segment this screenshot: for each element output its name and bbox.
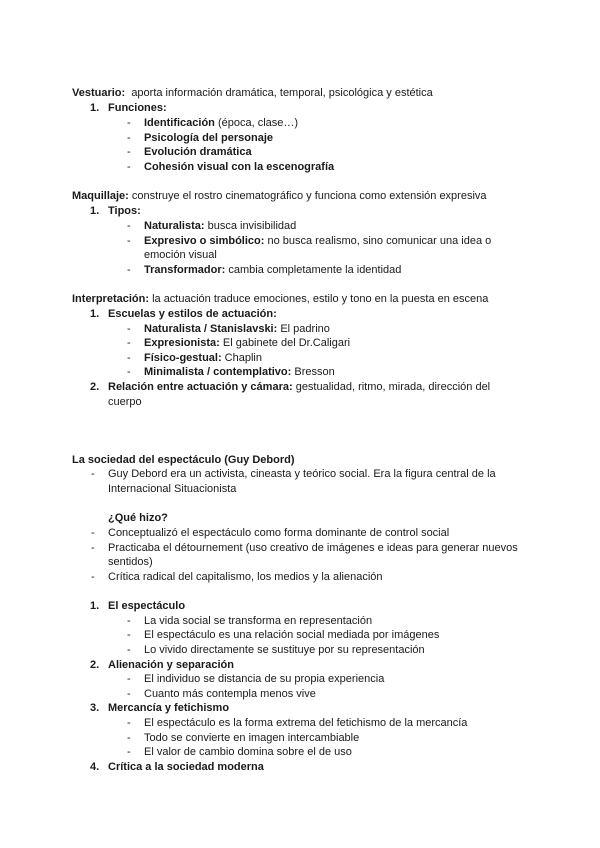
list-item: Expresivo o simbólico: no busca realismo, sino comunicar una idea o xyxy=(144,235,492,247)
bullet-dash: - xyxy=(127,366,131,378)
list-item: Relación entre actuación y cámara: gestualidad, ritmo, mirada, dirección del xyxy=(108,381,491,393)
list-number: 1. xyxy=(90,308,100,320)
bullet-dash: - xyxy=(127,161,131,173)
maquillaje-line xyxy=(72,189,487,204)
list-item: Expresionista: El gabinete del Dr.Caligari xyxy=(144,337,351,349)
list-item: Conceptualizó el espectáculo como forma dominante de control social xyxy=(108,527,450,539)
list-item: Transformador: cambia completamente la identidad xyxy=(144,264,402,276)
list-item: Cohesión visual con la escenografía xyxy=(144,161,335,173)
list-item: Psicología del personaje xyxy=(144,132,273,144)
section-title: Crítica a la sociedad moderna xyxy=(108,761,264,773)
bullet-dash: - xyxy=(127,220,131,232)
bullet-dash: - xyxy=(127,264,131,276)
list-item: El valor de cambio domina sobre el de uso xyxy=(144,746,352,758)
list-number: 4. xyxy=(90,761,100,773)
list-item: Identificación (época, clase…) xyxy=(144,117,299,129)
section-title: Alienación y separación xyxy=(108,659,234,671)
list-item-continuation: cuerpo xyxy=(108,396,142,408)
list-number: 3. xyxy=(90,702,100,714)
list-item: El espectáculo es la forma extrema del fetichismo de la mercancía xyxy=(144,717,468,729)
list-number: 1. xyxy=(90,102,100,114)
bullet-dash: - xyxy=(127,717,131,729)
section-title: Mercancía y fetichismo xyxy=(108,702,230,714)
list-item: Minimalista / contemplativo: Bresson xyxy=(144,366,335,378)
vestuario-list-title: Funciones: xyxy=(108,102,167,114)
section-title: El espectáculo xyxy=(108,600,186,612)
section-heading: La sociedad del espectáculo (Guy Debord) xyxy=(72,454,295,466)
list-item: El individuo se distancia de su propia experiencia xyxy=(144,673,385,685)
list-item: La vida social se transforma en representación xyxy=(144,615,373,627)
bullet-dash: - xyxy=(91,542,95,554)
list-item: Practicaba el détournement (uso creativo de imágenes e ideas para generar nuevos xyxy=(108,542,518,554)
list-item: Físico-gestual: Chaplin xyxy=(144,352,262,364)
list-item: Todo se convierte en imagen intercambiable xyxy=(144,732,360,744)
maquillaje-desc: construye el rostro cinematográfico y funciona como extensión expresiva xyxy=(128,190,487,202)
list-item-continuation: sentidos) xyxy=(108,556,153,568)
vestuario-title: Vestuario: xyxy=(72,87,126,99)
vestuario-desc: aporta información dramática, temporal, psicológica y estética xyxy=(131,87,433,99)
bullet-dash: - xyxy=(127,732,131,744)
intro-line: Internacional Situacionista xyxy=(108,483,237,495)
list-number: 1. xyxy=(90,600,100,612)
list-number: 2. xyxy=(90,381,100,393)
interpretacion-title: Interpretación: xyxy=(72,293,150,305)
intro-line: Guy Debord era un activista, cineasta y teórico social. Era la figura central de la xyxy=(108,468,496,480)
bullet-dash: - xyxy=(91,468,95,480)
bullet-dash: - xyxy=(127,117,131,129)
bullet-dash: - xyxy=(91,571,95,583)
list-item: Lo vivido directamente se sustituye por su representación xyxy=(144,644,425,656)
bullet-dash: - xyxy=(127,688,131,700)
maquillaje-list-title: Tipos: xyxy=(108,205,141,217)
bullet-dash: - xyxy=(127,746,131,758)
list-item-continuation: emoción visual xyxy=(144,249,217,261)
list-number: 2. xyxy=(90,659,100,671)
bullet-dash: - xyxy=(127,132,131,144)
list-number: 1. xyxy=(90,205,100,217)
bullet-dash: - xyxy=(127,352,131,364)
list-item: Crítica radical del capitalismo, los medios y la alienación xyxy=(108,571,383,583)
list-item: Cuanto más contempla menos vive xyxy=(144,688,316,700)
interpretacion-line xyxy=(72,292,488,307)
bullet-dash: - xyxy=(127,337,131,349)
list-item: Evolución dramática xyxy=(144,146,252,158)
bullet-dash: - xyxy=(127,323,131,335)
bullet-dash: - xyxy=(91,527,95,539)
list-item: Naturalista / Stanislavski: El padrino xyxy=(144,323,330,335)
interpretacion-list-title: Escuelas y estilos de actuación: xyxy=(108,308,277,320)
bullet-dash: - xyxy=(127,644,131,656)
maquillaje-title: Maquillaje: xyxy=(72,190,129,202)
bullet-dash: - xyxy=(127,629,131,641)
interpretacion-desc: la actuación traduce emociones, estilo y tono en la puesta en escena xyxy=(149,293,489,305)
subheading: ¿Qué hizo? xyxy=(108,512,168,524)
bullet-dash: - xyxy=(127,235,131,247)
bullet-dash: - xyxy=(127,673,131,685)
list-item: El espectáculo es una relación social mediada por imágenes xyxy=(144,629,440,641)
bullet-dash: - xyxy=(127,146,131,158)
vestuario-line xyxy=(72,86,433,101)
list-item: Naturalista: busca invisibilidad xyxy=(144,220,297,232)
bullet-dash: - xyxy=(127,615,131,627)
